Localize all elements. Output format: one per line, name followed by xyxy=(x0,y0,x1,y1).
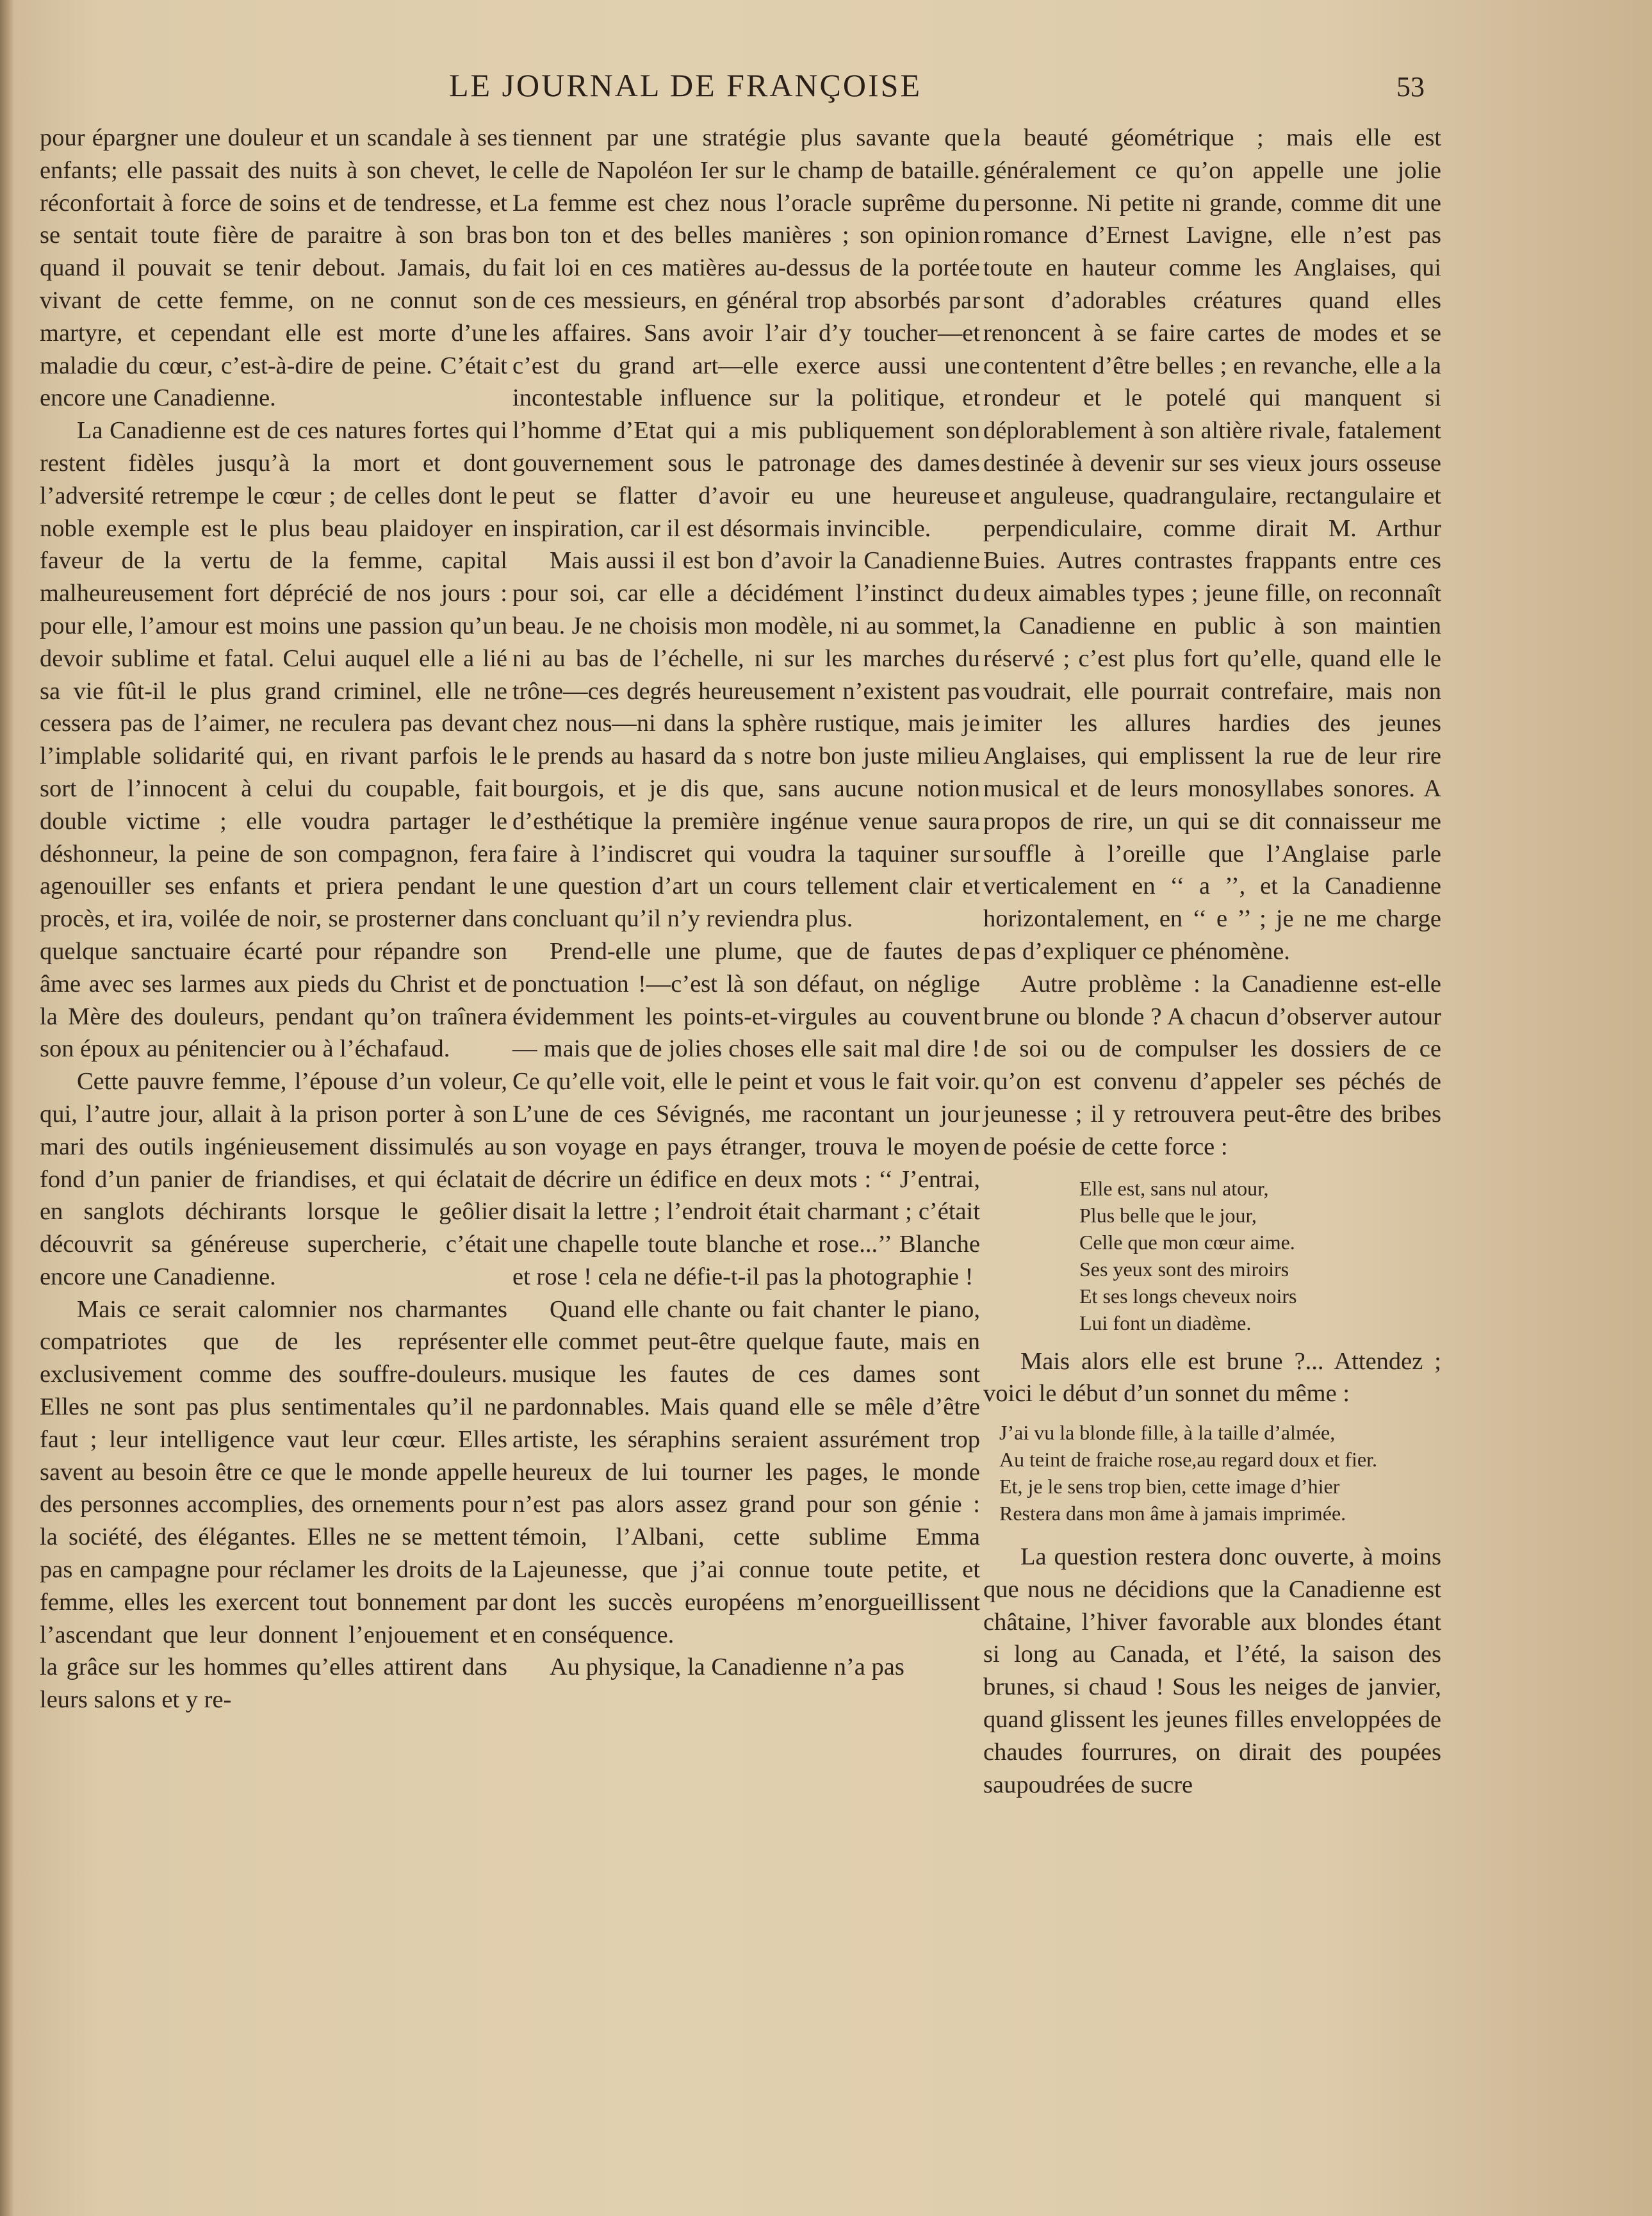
poem-quote xyxy=(983,1175,1441,1336)
sonnet-quote xyxy=(983,1419,1441,1527)
poem-verse: Plus belle que le jour, xyxy=(1079,1203,1257,1227)
running-header-title: LE JOURNAL DE FRANÇOISE xyxy=(449,67,922,103)
page-binding-edge xyxy=(0,0,14,2216)
sonnet-verse: Restera dans mon âme à jamais imprimée. xyxy=(999,1502,1346,1525)
poem-verse: Et ses longs cheveux noirs xyxy=(1079,1284,1297,1308)
paragraph: La Canadienne est de ces natures fortes qui restent fidèles jusqu’à la mort et dont l’adversité retrempe le cœur ; de celles dont le noble exemple est le plus beau plaidoyer en faveur de la vertu de la femme, capital malheureusement fort déprécié de nos jours : pour elle, l’amour est moins une passion qu’un devoir sublime et fatal. Celui auquel elle a lié sa vie fût-il le plus grand criminel, elle ne cessera pas de l’aimer, ne reculera pas devant l’implable solidarité qui, en rivant parfois le sort de l’innocent à celui du coupable, fait double victime ; elle voudra partager le déshonneur, la peine de son compagnon, fera agenouiller ses enfants et priera pendant le procès, et ira, voilée de noir, se prosterner dans quelque sanctuaire écarté pour répandre son âme avec ses larmes aux pieds du Christ et de la Mère des douleurs, pendant qu’on traînera son époux au pénitencier ou à l’échafaud. xyxy=(40,417,507,1063)
paragraph: La question restera donc ouverte, à moins que nous ne décidions que la Canadienne est châtaine, l’hiver favorable aux blondes étant si long au Canada, et l’été, la saison des brunes, si chaud ! Sous les neiges de janvier, quand glissent les jeunes filles enveloppées de chaudes fourrures, on dirait des poupées saupoudrées de sucre xyxy=(983,1543,1441,1798)
paragraph: la beauté géométrique ; mais elle est généralement ce qu’on appelle une jolie personne. Ni petite ni grande, comme dit une romance d’Ernest Lavigne, elle n’est pas toute en hauteur comme les Anglaises, qui sont d’adorables créatures quand elles renoncent à se faire cartes de modes et se contentent d’être belles ; en revanche, elle a la rondeur et le potelé qui manquent si déplorablement à son altière rivale, fatalement destinée à devenir sur ses vieux jours osseuse et anguleuse, quadrangulaire, rectangulaire et perpendiculaire, comme dirait M. Arthur Buies. Autres contrastes frappants entre ces deux aimables types ; jeune fille, on reconnaît la Canadienne en public à son maintien réservé ; c’est plus fort qu’elle, quand elle le voudrait, elle pourrait contrefaire, mais non imiter les allures hardies des jeunes Anglaises, qui emplissent la rue de leur rire musical et de leurs monosyllabes sonores. A propos de rire, un qui se dit connaisseur me souffle à l’oreille que l’Anglaise parle verticalement en ‘‘ a ’’, et la Canadienne horizontalement, en ‘‘ e ’’ ; je ne me charge pas d’expliquer ce phénomène. xyxy=(983,124,1441,965)
paragraph: Quand elle chante ou fait chanter le piano, elle commet peut-être quelque faute, mais en musique les fautes de ces dames sont pardonnables. Mais quand elle se mêle d’être artiste, les séraphins seraient assurément trop heureux de lui tourner les pages, le monde n’est pas alors assez grand pour son génie : témoin, l’Albani, cette sublime Emma Lajeunesse, que j’ai connue toute petite, et dont les succès européens m’enorgueillissent en conséquence. xyxy=(512,1295,980,1648)
sonnet-verse: Et, je le sens trop bien, cette image d’hier xyxy=(999,1475,1340,1498)
poem-verse: Lui font un diadème. xyxy=(1079,1311,1252,1334)
sonnet-verse: Au teint de fraiche rose,au regard doux et fier. xyxy=(999,1448,1377,1472)
poem-verse: Celle que mon cœur aime. xyxy=(1079,1230,1295,1254)
text-column-2 xyxy=(512,122,980,1684)
text-column-1 xyxy=(40,122,507,1716)
poem-verse: Ses yeux sont des miroirs xyxy=(1079,1257,1289,1281)
paragraph: tiennent par une stratégie plus savante que celle de Napoléon Ier sur le champ de bataille. La femme est chez nous l’oracle suprême du bon ton et des belles manières ; son opinion fait loi en ces matières au-dessus de la portée de ces messieurs, en général trop absorbés par les affaires. Sans avoir l’air d’y toucher—et c’est du grand art—elle exerce aussi une incontestable influence sur la politique, et l’homme d’Etat qui a mis publiquement son gouvernement sous le patronage des dames peut se flatter d’avoir eu une heureuse inspiration, car il est désormais invincible. xyxy=(512,124,980,542)
paragraph: Mais ce serait calomnier nos charmantes compatriotes que de les représenter exclusivement comme des souffre-douleurs. Elles ne sont pas plus sentimentales qu’il ne faut ; leur intelligence vaut leur cœur. Elles savent au besoin être ce que le monde appelle des personnes accomplies, des ornements pour la société, des élégantes. Elles ne se mettent pas en campagne pour réclamer les droits de la femme, elles les exercent tout bonnement par l’ascendant que leur donnent l’enjouement et la grâce sur les hommes qu’elles attirent dans leurs salons et y re- xyxy=(40,1295,507,1714)
page-number: 53 xyxy=(1396,71,1425,103)
paragraph: Mais alors elle est brune ?... Attendez ; voici le début d’un sonnet du même : xyxy=(983,1347,1441,1408)
poem-verse: Elle est, sans nul atour, xyxy=(1079,1176,1269,1200)
paragraph: pour épargner une douleur et un scandale à ses enfants; elle passait des nuits à son chevet, le réconfortait à force de soins et de tendresse, et se sentait toute fière de paraitre à son bras quand il pouvait se tenir debout. Jamais, du vivant de cette femme, on ne connut son martyre, et cependant elle est morte d’une maladie du cœur, c’est-à-dire de peine. C’était encore une Canadienne. xyxy=(40,124,507,412)
paragraph: Mais aussi il est bon d’avoir la Canadienne pour soi, car elle a décidément l’instinct du beau. Je ne choisis mon modèle, ni au sommet, ni au bas de l’échelle, ni sur les marches du trône—ces degrés heureusement n’existent pas chez nous—ni dans la sphère rustique, mais je le prends au hasard da s notre bon juste milieu bourgois, et je dis que, sans aucune notion d’esthétique la première ingénue venue saura faire à l’indiscret qui voudra la taquiner sur une question d’art un cours tellement clair et concluant qu’il n’y reviendra plus. xyxy=(512,547,980,933)
paragraph: Cette pauvre femme, l’épouse d’un voleur, qui, l’autre jour, allait à la prison porter à son mari des outils ingénieusement dissimulés au fond d’un panier de friandises, et qui éclatait en sanglots déchirants lorsque le geôlier découvrit sa généreuse supercherie, c’était encore une Canadienne. xyxy=(40,1068,507,1290)
paragraph: Au physique, la Canadienne n’a pas xyxy=(550,1654,904,1681)
paragraph: Prend-elle une plume, que de fautes de ponctuation !—c’est là son défaut, on néglige évidemment les points-et-virgules au couvent — mais que de jolies choses elle sait mal dire ! Ce qu’elle voit, elle le peint et vous le fait voir. L’une de ces Sévignés, me racontant un jour son voyage en pays étranger, trouva le moyen de décrire un édifice en deux mots : ‘‘ J’entrai, disait la lettre ; l’endroit était charmant ; c’était une chapelle toute blanche et rose...’’ Blanche et rose ! cela ne défie-t-il pas la photographie ! xyxy=(512,937,980,1290)
sonnet-verse: J’ai vu la blonde fille, à la taille d’almée, xyxy=(999,1421,1336,1445)
text-column-3 xyxy=(983,122,1441,1801)
paragraph: Autre problème : la Canadienne est-elle brune ou blonde ? A chacun d’observer autour de soi ou de compulser les dossiers de ce qu’on est convenu d’appeler ses péchés de jeunesse ; il y retrouvera peut-être des bribes de poésie de cette force : xyxy=(983,970,1441,1160)
